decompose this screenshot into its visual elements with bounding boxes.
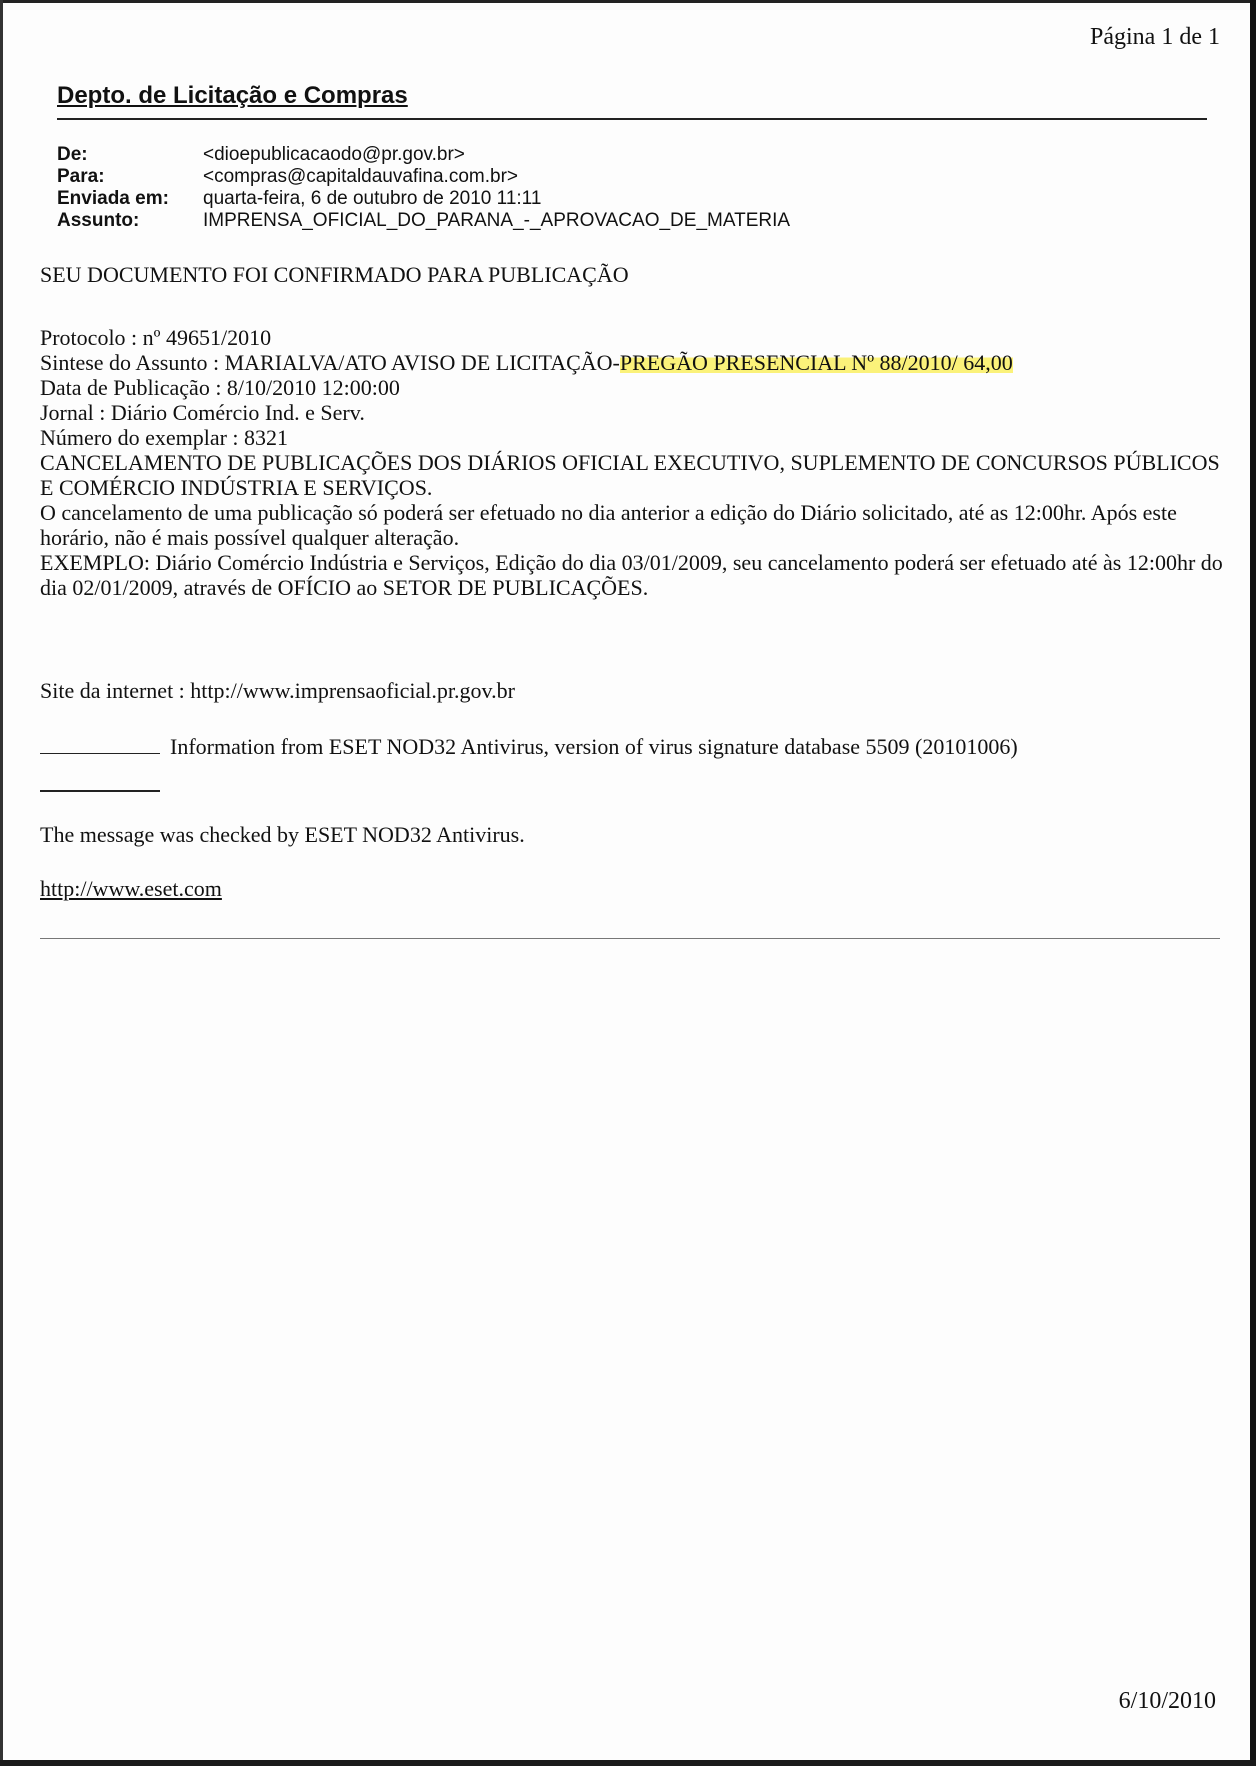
email-meta	[57, 144, 790, 232]
cancellation-text: O cancelamento de uma publicação só poderá ser efetuado no dia anterior a edição do Diário solicitado, até as 12:00hr. Após este horário, não é mais possível qualquer alteração.	[40, 500, 1177, 550]
example-text: EXEMPLO: Diário Comércio Indústria e Serviços, Edição do dia 03/01/2009, seu cancelamento poderá ser efetuado até às 12:00hr do dia 02/01/2009, através de OFÍCIO ao SETOR DE PUBLICAÇÕES.	[40, 550, 1223, 600]
scan-edge-left	[0, 0, 3, 1766]
meta-label: Assunto:	[57, 210, 140, 231]
footer-date: 6/10/2010	[1118, 1688, 1216, 1714]
issue-number-line: Número do exemplar : 8321	[40, 425, 289, 450]
page-number: Página 1 de 1	[1090, 24, 1220, 50]
subject-summary-prefix: Sintese do Assunto : MARIALVA/ATO AVISO DE LICITAÇÃO-	[40, 350, 620, 375]
eset-link[interactable]: http://www.eset.com	[40, 876, 222, 901]
email-body	[40, 262, 1230, 600]
separator-line	[40, 739, 160, 754]
newspaper-line: Jornal : Diário Comércio Ind. e Serv.	[40, 400, 365, 425]
header-title: Depto. de Licitação e Compras	[57, 82, 408, 109]
meta-row-from	[57, 144, 790, 166]
recipient-address: <compras@capitaldauvafina.com.br>	[203, 166, 519, 187]
eset-info: Information from ESET NOD32 Antivirus, version of virus signature database 5509 (20101006)	[170, 734, 1018, 759]
separator-line	[40, 790, 160, 792]
publication-date-line: Data de Publicação : 8/10/2010 12:00:00	[40, 375, 400, 400]
header-rule	[57, 118, 1207, 120]
meta-label: De:	[57, 144, 88, 165]
subject: IMPRENSA_OFICIAL_DO_PARANA_-_APROVACAO_DE_MATERIA	[203, 210, 791, 231]
sender-address: <dioepublicacaodo@pr.gov.br>	[203, 144, 465, 165]
cancellation-heading: CANCELAMENTO DE PUBLICAÇÕES DOS DIÁRIOS OFICIAL EXECUTIVO, SUPLEMENTO DE CONCURSOS PÚBLICOS E COMÉRCIO INDÚSTRIA E SERVIÇOS.	[40, 450, 1220, 500]
meta-row-sent	[57, 188, 790, 210]
sent-date: quarta-feira, 6 de outubro de 2010 11:11	[203, 188, 542, 209]
meta-label: Enviada em:	[57, 188, 169, 209]
meta-label: Para:	[57, 166, 105, 187]
scan-edge-right	[1250, 0, 1256, 1766]
eset-checked: The message was checked by ESET NOD32 Antivirus.	[40, 822, 525, 847]
protocol-line: Protocolo : nº 49651/2010	[40, 325, 272, 350]
highlighted-text: PREGÃO PRESENCIAL Nº 88/2010/ 64,00	[619, 350, 1013, 375]
meta-row-subject	[57, 210, 790, 232]
site-line: Site da internet : http://www.imprensaoficial.pr.gov.br	[40, 678, 515, 703]
bottom-rule	[40, 938, 1220, 939]
meta-row-to	[57, 166, 790, 188]
eset-info-line	[40, 734, 1018, 760]
scan-edge-top	[0, 0, 1256, 3]
scan-edge-bottom	[0, 1760, 1256, 1766]
subject-summary-line	[40, 350, 1230, 375]
confirmation-heading: SEU DOCUMENTO FOI CONFIRMADO PARA PUBLICAÇÃO	[40, 262, 629, 287]
